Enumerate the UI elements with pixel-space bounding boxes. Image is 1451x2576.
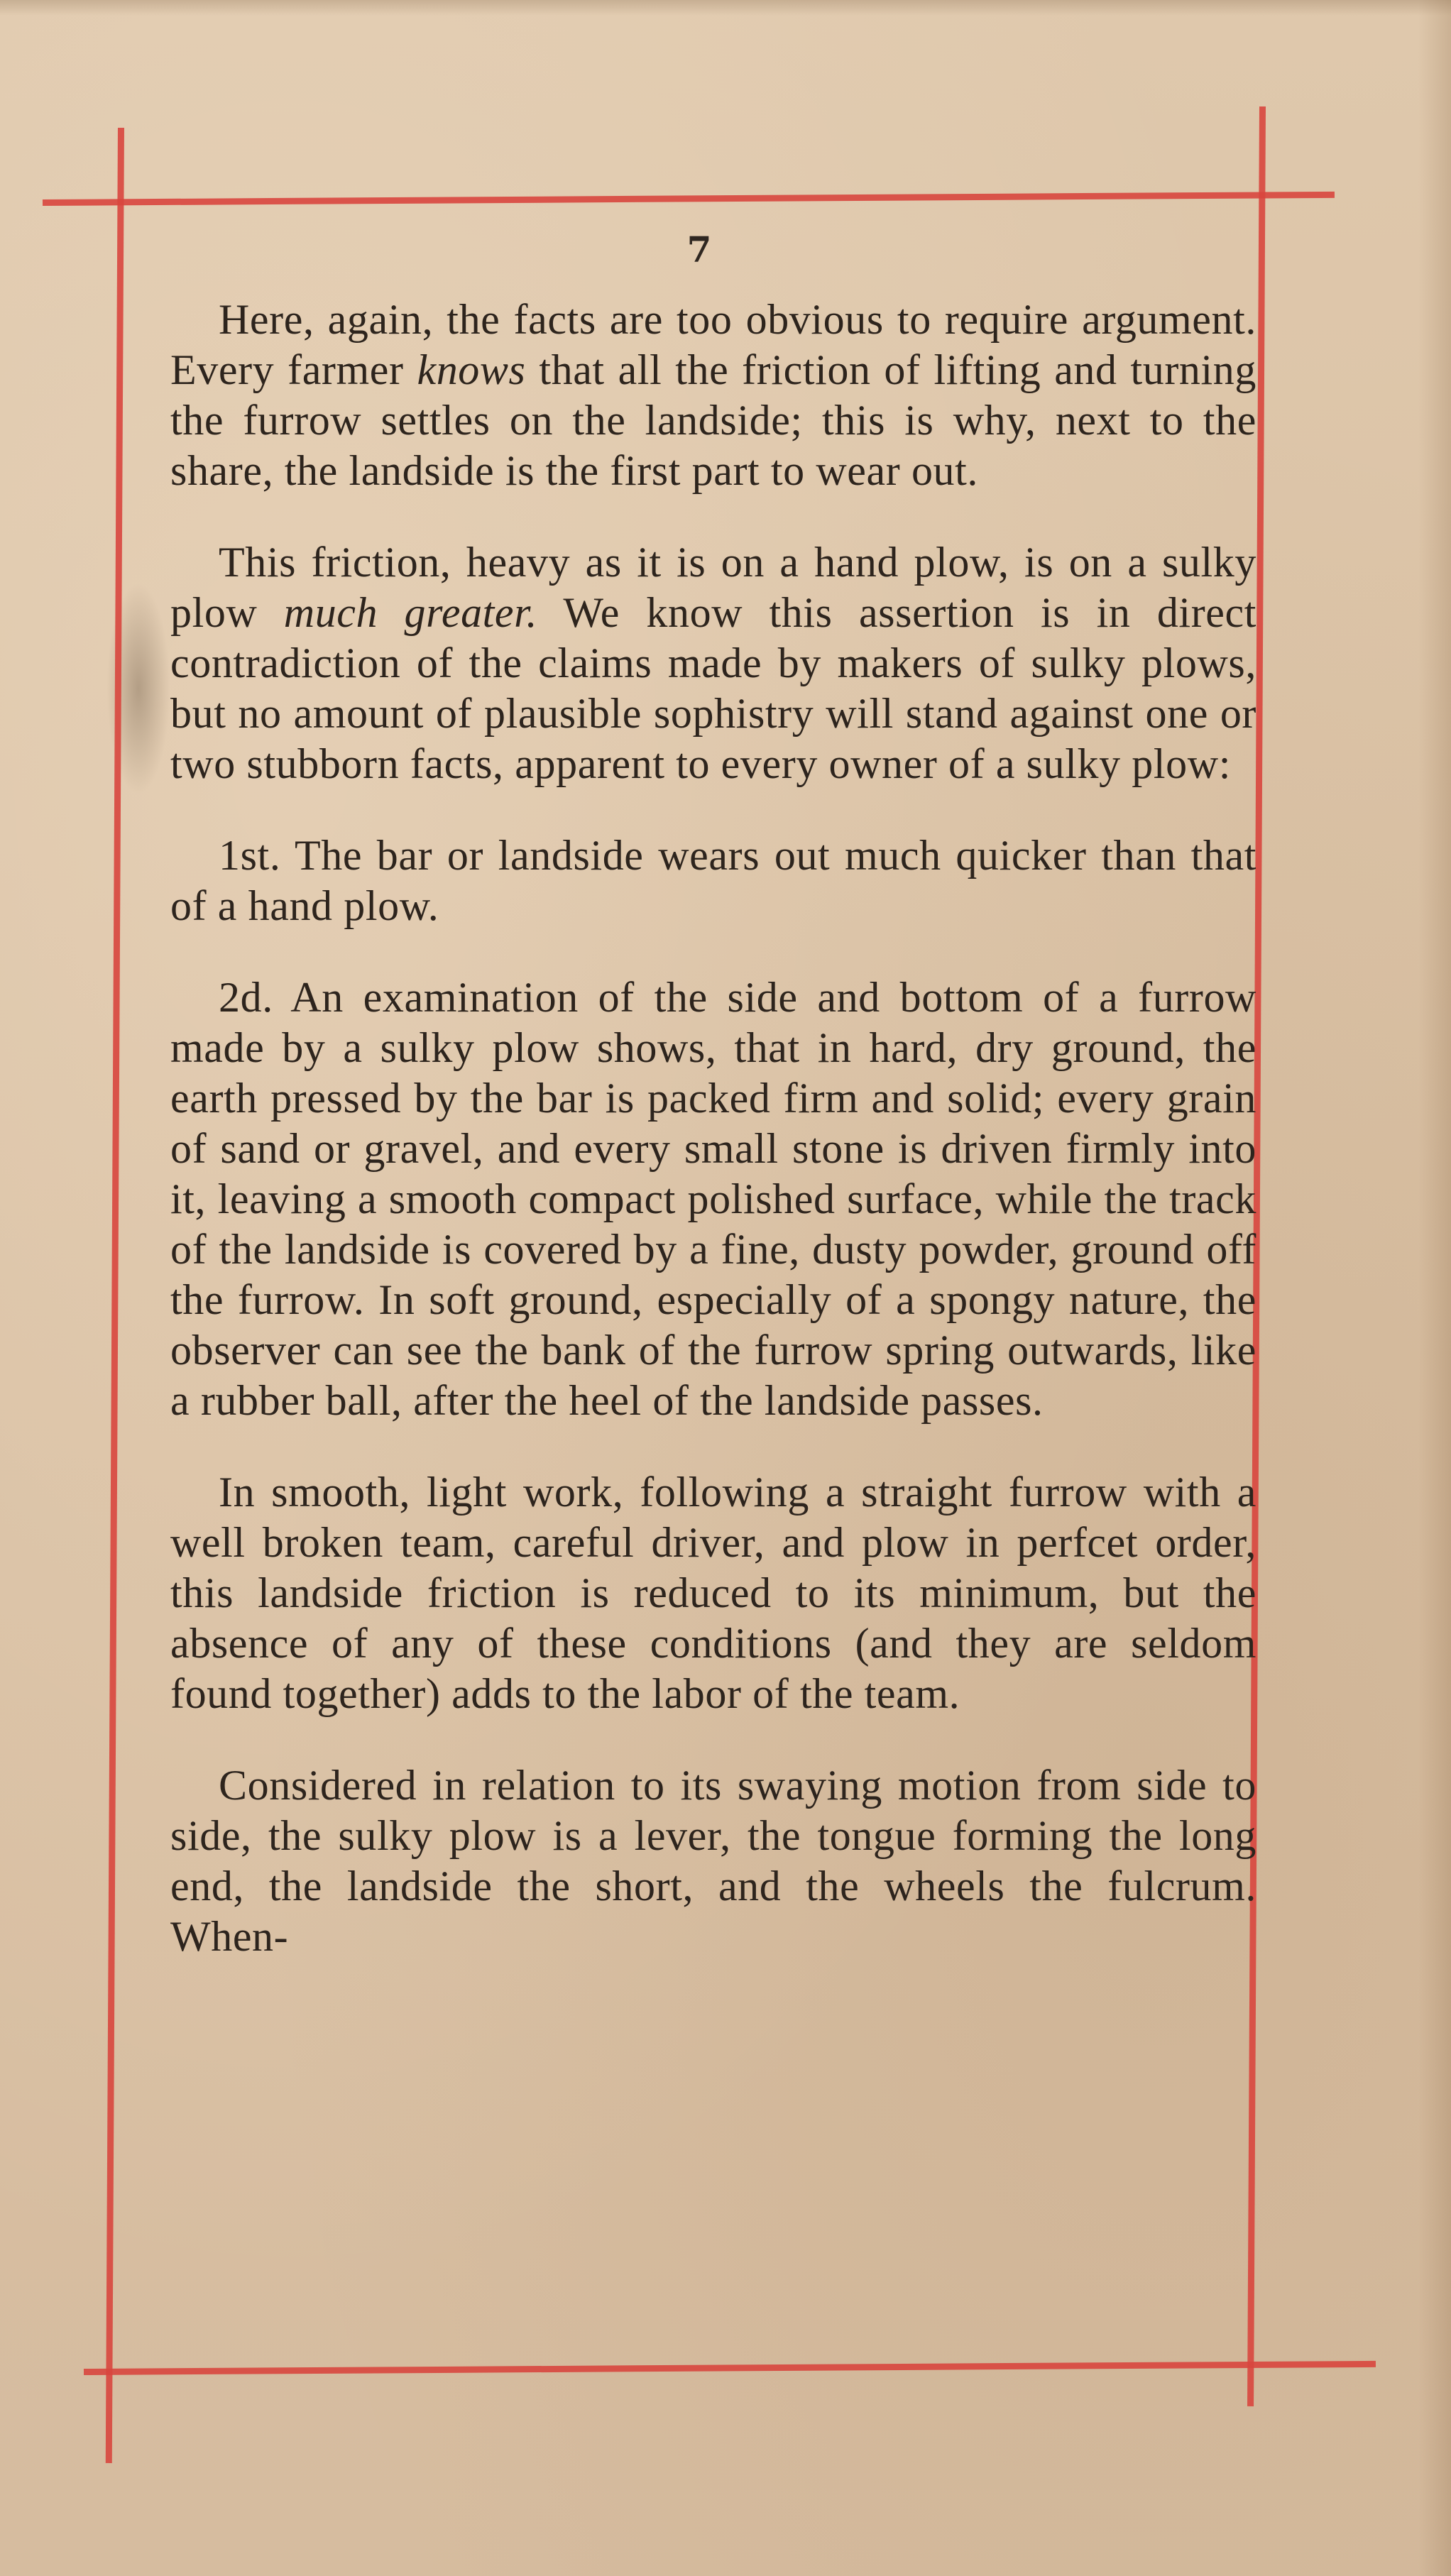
page-number: 7 (686, 229, 712, 270)
paragraph-text: Considered in relation to its swaying motion from side to side, the sulky plow is a lever, the tongue forming the long end, the landside the short, and the wheels the fulcrum. When- (170, 1762, 1256, 1960)
paragraph-text: We know this assertion is in direct contradiction of the claims made by makers of sulky plows, but no amount of plausible sophistry will stand against one or two stubborn facts, apparent to every owner of a sulky plow: (170, 589, 1257, 787)
paragraph-smooth-work (170, 1467, 1256, 1719)
paragraph-first-fact (170, 831, 1256, 931)
page-edge-shadow-right (1418, 0, 1451, 2576)
border-rule-top (43, 192, 1335, 206)
paragraph-lever (170, 1760, 1256, 1962)
paragraph-second-fact (170, 972, 1256, 1426)
paragraph-text: In smooth, light work, following a straight furrow with a well broken team, careful driver, and plow in perfcet order, this landside friction is reduced to its minimum, but the absence of any of these conditions (and they are seldom found together) adds to the labor of the team. (170, 1469, 1256, 1717)
paragraph-text: This friction, heavy as it is on a hand plow, is on a sulky plow (170, 539, 1256, 636)
emphasis-much-greater: much greater. (283, 589, 538, 636)
paragraph-text: 1st. The bar or landside wears out much quicker than that of a hand plow. (170, 832, 1256, 929)
border-rule-bottom (84, 2361, 1376, 2375)
emphasis-knows: knows (417, 346, 526, 393)
paragraph-text: that all the friction of lifting and turning the furrow settles on the landside; this is why, next to the share, the landside is the first part to wear out. (170, 346, 1257, 494)
body-text (170, 295, 1256, 2003)
paragraph-text: 2d. An examination of the side and bottom of a furrow made by a sulky plow shows, that in hard, dry ground, the earth pressed by the bar is packed firm and solid; every grain of sand or gravel, and every small stone is driven firmly into it, leaving a smooth compact polished surface, while the track of the landside is covered by a fine, dusty powder, ground off the furrow. In soft ground, especially of a spongy nature, the observer can see the bank of the furrow spring outwards, like a rubber ball, after the heel of the landside passes. (170, 974, 1256, 1424)
paragraph-text: Here, again, the facts are too obvious to require argument. Every farmer (170, 296, 1256, 393)
paragraph-facts-obvious (170, 295, 1256, 496)
page-edge-shadow-top (0, 0, 1451, 16)
paragraph-friction-heavy (170, 537, 1256, 789)
border-rule-left (106, 128, 124, 2463)
